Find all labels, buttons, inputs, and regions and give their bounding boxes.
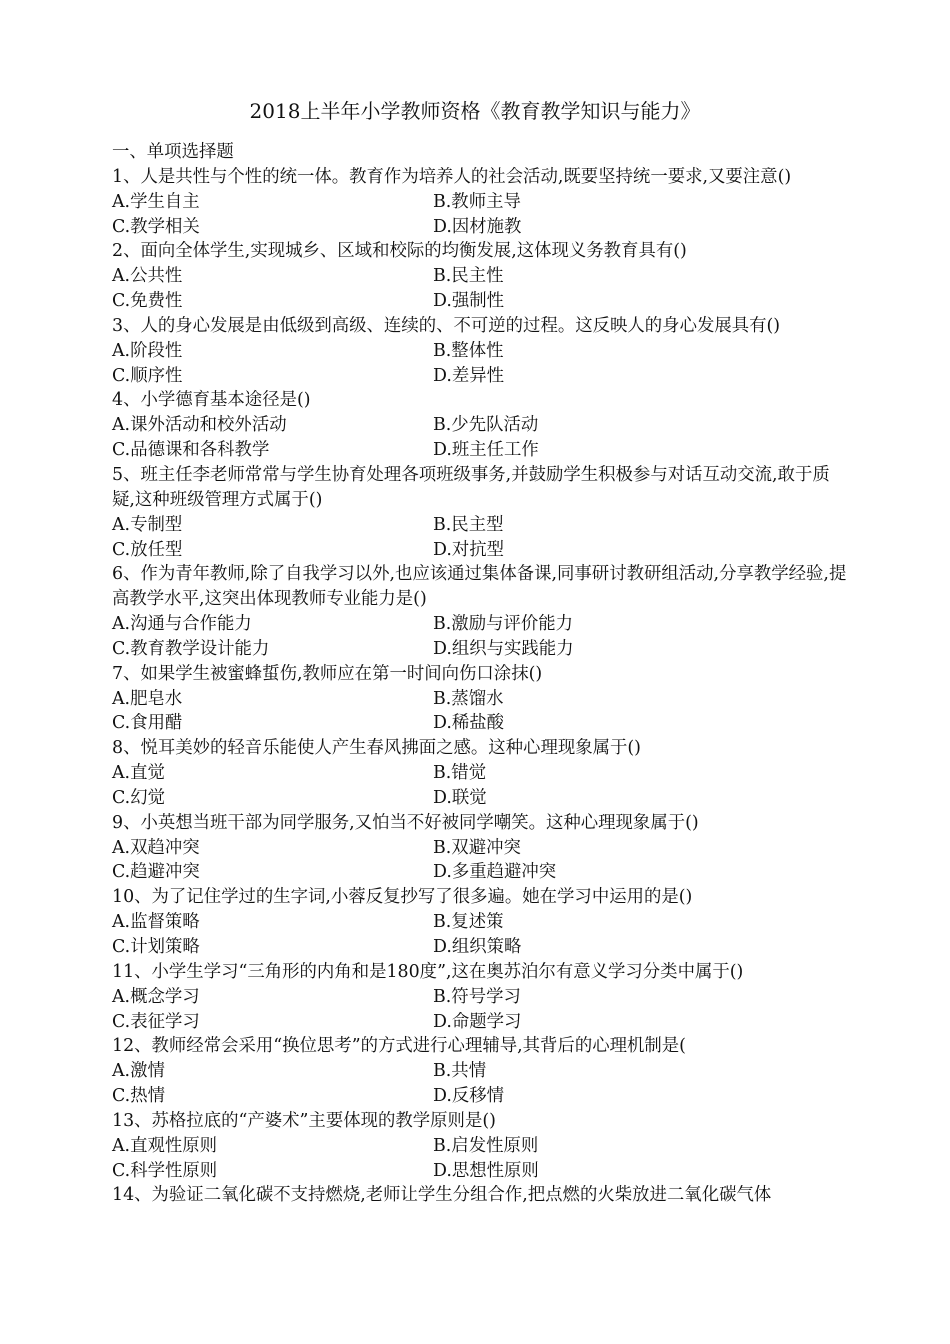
option-b: B.少先队活动	[433, 415, 539, 436]
option-b: B.错觉	[433, 763, 487, 784]
question-1	[112, 165, 847, 240]
option-d: D.班主任工作	[433, 440, 539, 461]
option-d: D.因材施教	[433, 216, 522, 237]
option-c: C.教育教学设计能力	[112, 638, 270, 659]
question-list	[112, 140, 847, 1208]
question-text: 3、人的身心发展是由低级到高级、连续的、不可逆的过程。这反映人的身心发展具有()	[112, 315, 781, 336]
option-d: D.对抗型	[433, 539, 505, 560]
option-a: A.激情	[112, 1061, 165, 1082]
option-b: B.教师主导	[433, 191, 521, 212]
option-d: D.强制性	[433, 291, 505, 312]
question-8	[112, 736, 847, 811]
question-2	[112, 239, 847, 314]
option-d: D.联觉	[433, 787, 487, 808]
option-b: B.蒸馏水	[433, 688, 504, 709]
question-12	[112, 1034, 847, 1109]
option-c: C.热情	[112, 1086, 165, 1107]
option-c: C.科学性原则	[112, 1160, 218, 1181]
question-text: 7、如果学生被蜜蜂蜇伤,教师应在第一时间向伤口涂抹()	[112, 663, 543, 684]
option-c: C.放任型	[112, 539, 183, 560]
question-text: 8、悦耳美妙的轻音乐能使人产生春风拂面之感。这种心理现象属于()	[112, 738, 641, 759]
option-b: B.启发性原则	[433, 1135, 539, 1156]
option-c: C.教学相关	[112, 216, 200, 237]
question-5	[112, 463, 847, 562]
question-text: 4、小学德育基本途径是()	[112, 390, 311, 411]
option-b: B.民主性	[433, 266, 504, 287]
question-10	[112, 885, 847, 960]
option-a: A.概念学习	[112, 986, 200, 1007]
question-7	[112, 662, 847, 737]
option-d: D.稀盐酸	[433, 713, 505, 734]
option-a: A.专制型	[112, 514, 183, 535]
option-c: C.趋避冲突	[112, 862, 200, 883]
question-11	[112, 960, 847, 1035]
option-b: B.共情	[433, 1061, 487, 1082]
question-text: 5、班主任李老师常常与学生协育处理各项班级事务,并鼓励学生积极参与对话互动交流,敢于质疑,这种班级管理方式属于()	[112, 464, 830, 510]
option-a: A.学生自主	[112, 191, 200, 212]
option-b: B.复述策	[433, 912, 504, 933]
question-text: 10、为了记住学过的生字词,小蓉反复抄写了很多遍。她在学习中运用的是()	[112, 887, 693, 908]
option-c: C.表征学习	[112, 1011, 200, 1032]
question-text: 12、教师经常会采用“换位思考”的方式进行心理辅导,其背后的心理机制是(	[112, 1036, 686, 1057]
option-c: C.免费性	[112, 291, 183, 312]
option-c: C.食用醋	[112, 713, 183, 734]
option-a: A.直觉	[112, 763, 165, 784]
question-text: 2、面向全体学生,实现城乡、区域和校际的均衡发展,这体现义务教育具有()	[112, 241, 687, 262]
question-text: 6、作为青年教师,除了自我学习以外,也应该通过集体备课,同事研讨教研组活动,分享教学经验,提高教学水平,这突出体现教师专业能力是()	[112, 564, 847, 610]
option-c: C.幻觉	[112, 787, 165, 808]
option-b: B.民主型	[433, 514, 504, 535]
option-c: C.计划策略	[112, 937, 200, 957]
option-d: D.命题学习	[433, 1011, 522, 1032]
option-b: B.双避冲突	[433, 837, 521, 858]
option-d: D.差异性	[433, 365, 505, 386]
option-a: A.双趋冲突	[112, 837, 200, 858]
option-a: A.课外活动和校外活动	[112, 415, 287, 436]
question-14	[112, 1183, 847, 1208]
option-a: A.公共性	[112, 266, 183, 287]
document-title: 2018上半年小学教师资格《教育教学知识与能力》	[249, 99, 701, 123]
question-13	[112, 1109, 847, 1184]
option-a: A.直观性原则	[112, 1135, 218, 1156]
question-3	[112, 314, 847, 389]
option-d: D.组织策略	[433, 937, 522, 957]
option-d: D.反移情	[433, 1086, 505, 1107]
question-9	[112, 811, 847, 886]
question-text: 9、小英想当班干部为同学服务,又怕当不好被同学嘲笑。这种心理现象属于()	[112, 812, 699, 833]
option-c: C.顺序性	[112, 365, 183, 386]
option-d: D.组织与实践能力	[433, 638, 574, 659]
option-d: D.思想性原则	[433, 1160, 539, 1181]
option-d: D.多重趋避冲突	[433, 862, 557, 883]
option-b: B.符号学习	[433, 986, 521, 1007]
question-text: 14、为验证二氧化碳不支持燃烧,老师让学生分组合作,把点燃的火柴放进二氧化碳气体	[112, 1185, 772, 1206]
option-a: A.沟通与合作能力	[112, 614, 252, 635]
option-a: A.监督策略	[112, 912, 200, 933]
option-c: C.品德课和各科教学	[112, 440, 270, 461]
section-heading: 一、单项选择题	[112, 142, 234, 162]
question-4	[112, 388, 847, 463]
question-text: 1、人是共性与个性的统一体。教育作为培养人的社会活动,既要坚持统一要求,又要注意()	[112, 166, 792, 187]
option-b: B.激励与评价能力	[433, 614, 574, 635]
question-text: 11、小学生学习“三角形的内角和是180度”,这在奥苏泊尔有意义学习分类中属于()	[112, 961, 744, 982]
option-a: A.肥皂水	[112, 688, 183, 709]
option-b: B.整体性	[433, 340, 504, 361]
option-a: A.阶段性	[112, 340, 183, 361]
question-6	[112, 562, 847, 661]
question-text: 13、苏格拉底的“产婆术”主要体现的教学原则是()	[112, 1110, 496, 1131]
